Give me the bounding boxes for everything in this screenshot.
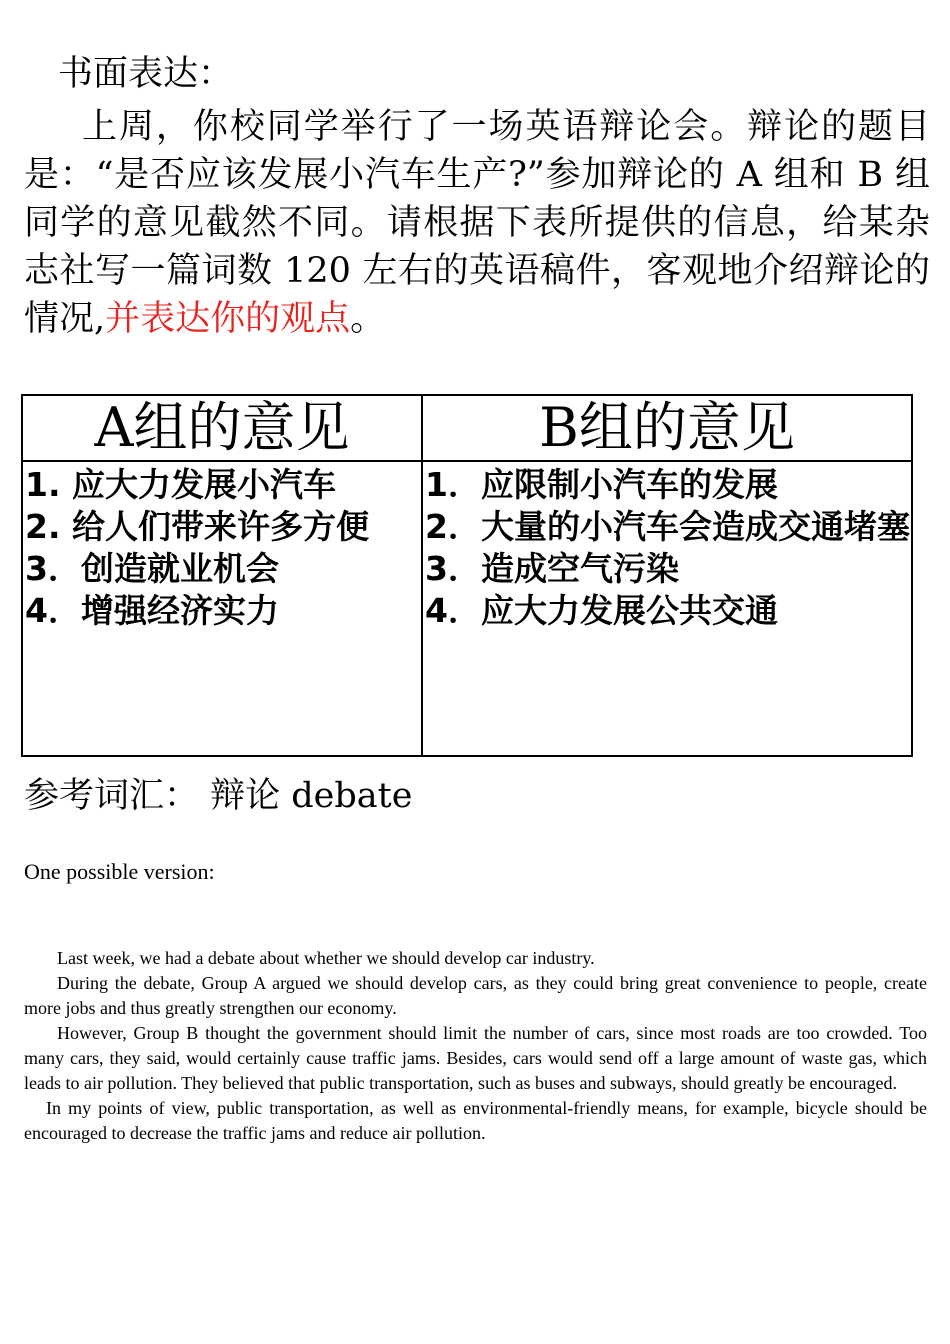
- group-b-item: 4．应大力发展公共交通: [425, 591, 778, 630]
- group-a-item: 1. 应大力发展小汽车: [25, 465, 336, 504]
- group-a-header: A组的意见: [22, 395, 422, 461]
- task-instructions: [24, 103, 930, 343]
- opinions-table: [21, 394, 913, 757]
- group-a-item: 4．增强经济实力: [25, 591, 279, 630]
- group-a-item: 3．创造就业机会: [25, 549, 279, 588]
- group-b-item: 1．应限制小汽车的发展: [425, 465, 778, 504]
- group-a-item: 2. 给人们带来许多方便: [25, 507, 369, 546]
- group-a-cell: [22, 461, 422, 756]
- essay-paragraph: However, Group B thought the government should limit the number of cars, since most roads are too crowded. Too many cars, they said, would certainly cause traffic jams. Besides, cars would send off a large amount of waste gas, which leads to air pollution. They believed that public transportation, such as buses and subways, should greatly be encouraged.: [24, 1023, 927, 1093]
- instructions-end: 。: [350, 299, 386, 339]
- group-b-item: 3．造成空气污染: [425, 549, 679, 588]
- group-b-header: B组的意见: [422, 395, 912, 461]
- instructions-highlight: 并表达你的观点: [105, 299, 351, 339]
- reference-vocabulary: 参考词汇： 辩论 debate: [24, 776, 413, 816]
- group-b-cell: [422, 461, 912, 756]
- sample-essay: [24, 946, 927, 1146]
- version-label: One possible version:: [24, 859, 215, 884]
- instructions-text: 上周，你校同学举行了一场英语辩论会。辩论的题目是：“是否应该发展小汽车生产?”参加辩论的 A 组和 B 组同学的意见截然不同。请根据下表所提供的信息，给某杂志社写一篇词数 120 左右的英语稿件，客观地介绍辩论的情况,: [24, 107, 930, 339]
- essay-paragraph: Last week, we had a debate about whether we should develop car industry.: [57, 948, 595, 968]
- group-b-item: 2．大量的小汽车会造成交通堵塞: [425, 507, 910, 546]
- essay-paragraph: In my points of view, public transportation, as well as environmental-friendly means, for example, bicycle should be encouraged to decrease the traffic jams and reduce air pollution.: [24, 1098, 927, 1143]
- group-a-list: [23, 462, 421, 632]
- essay-paragraph: During the debate, Group A argued we should develop cars, as they could bring great convenience to people, create more jobs and thus greatly strengthen our economy.: [24, 973, 927, 1018]
- group-b-list: [423, 462, 911, 632]
- section-heading: 书面表达：: [58, 54, 234, 94]
